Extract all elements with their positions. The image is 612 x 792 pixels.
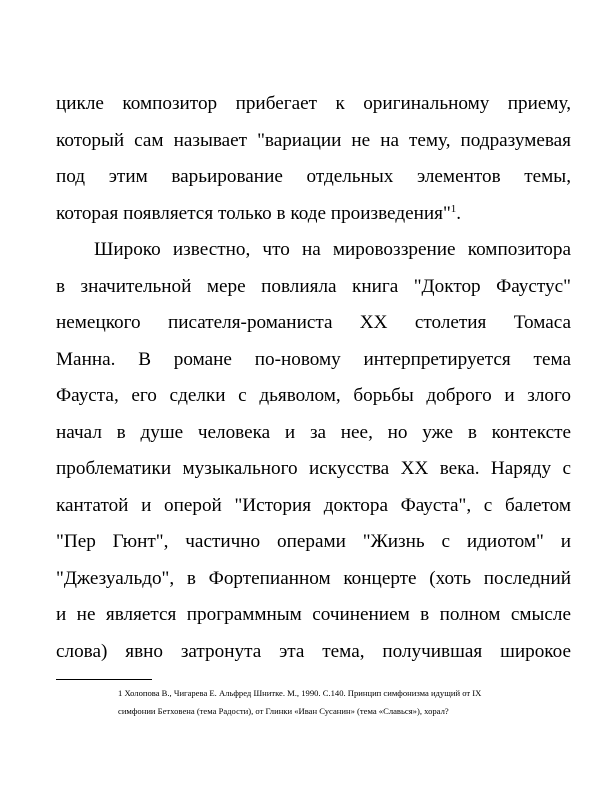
footnote (118, 684, 558, 720)
text-line: который сам называет "вариации не на тему, подразумевая (56, 129, 571, 151)
text-line: "Пер Гюнт", частично операми "Жизнь с идиотом" и (56, 531, 571, 552)
text-line (56, 196, 571, 233)
text-line: "Джезуальдо", в Фортепианном концерте (хоть последний (56, 567, 571, 589)
footnote-separator (56, 679, 152, 680)
footnote-reference[interactable]: 1 (450, 202, 457, 215)
text-line: начал в душе человека и за нее, но уже в контексте (56, 421, 571, 443)
text-line: немецкого писателя-романиста XX столетия Томаса (56, 312, 571, 333)
text-line: Манна. В романе по-новому интерпретируется тема (56, 348, 571, 370)
text-line: и не является программным сочинением в полном смысле (56, 604, 571, 625)
text-line: проблематики музыкального искусства XX века. Наряду с (56, 458, 571, 479)
sentence-end: . (456, 202, 462, 224)
text-line: цикле композитор прибегает к оригинальному приему, (56, 93, 571, 114)
text-line: слова) явно затронута эта тема, получившая широкое (56, 640, 571, 662)
text-line: Фауста, его сделки с дьяволом, борьбы доброго и злого (56, 385, 571, 406)
text-line: кантатой и оперой "История доктора Фауста", с балетом (56, 494, 571, 516)
body-text (56, 86, 571, 670)
text-line: в значительной мере повлияла книга "Доктор Фаустус" (56, 275, 571, 297)
footnote-line: симфонии Бетховена (тема Радости), от Глинки «Иван Сусанин» (тема «Славься»), хорал? (118, 706, 449, 716)
paragraph-first-line: Широко известно, что на мировоззрение композитора (94, 239, 571, 260)
footnote-line: 1 Холопова В., Чигарева Е. Альфред Шнитке. М., 1990. С.140. Принцип симфонизма идущий от IX (118, 688, 482, 698)
text-line-content: которая появляется только в коде произведения" (56, 202, 451, 224)
text-line: под этим варьирование отдельных элементов темы, (56, 166, 571, 187)
